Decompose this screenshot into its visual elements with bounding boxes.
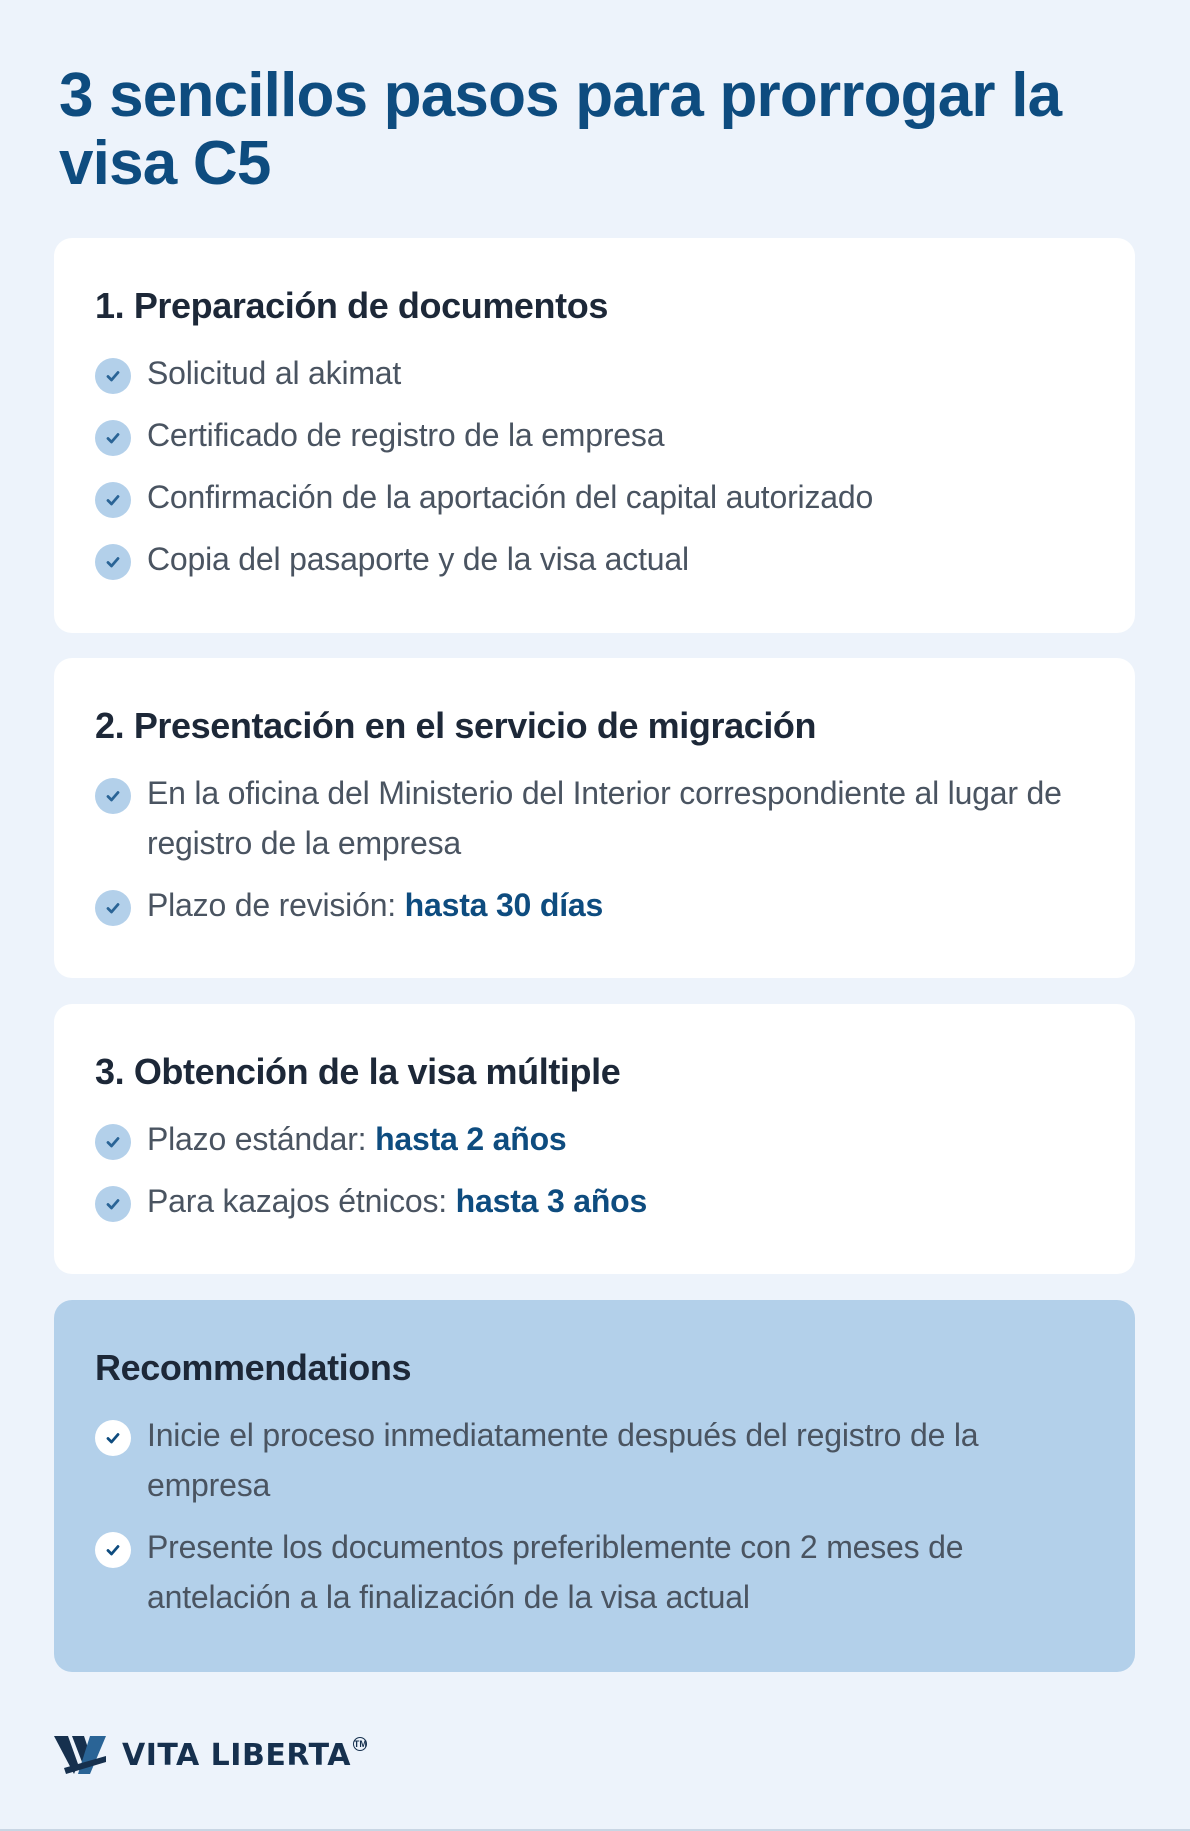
list-item	[95, 1522, 1095, 1622]
list-item	[95, 1176, 1095, 1226]
list-item-text: Copia del pasaporte y de la visa actual	[147, 541, 689, 577]
check-circle-icon	[95, 1186, 131, 1222]
list-item-text: Presente los documentos preferiblemente con 2 meses de antelación a la finalización de la visa actual	[147, 1529, 964, 1615]
checklist	[95, 768, 1095, 930]
check-circle-icon	[95, 482, 131, 518]
list-item-text: En la oficina del Ministerio del Interior correspondiente al lugar de registro de la empresa	[147, 775, 1062, 861]
list-item	[95, 880, 1095, 930]
vita-liberta-logo-icon	[54, 1734, 110, 1776]
check-circle-icon	[95, 1420, 131, 1456]
check-circle-icon	[95, 358, 131, 394]
section-card-migration	[54, 658, 1135, 978]
list-item	[95, 1410, 1095, 1510]
check-circle-icon	[95, 1532, 131, 1568]
list-item	[95, 410, 1095, 460]
list-item-text: Confirmación de la aportación del capital autorizado	[147, 479, 874, 515]
check-circle-icon	[95, 1124, 131, 1160]
list-item	[95, 1114, 1095, 1164]
list-item-text: Solicitud al akimat	[147, 355, 402, 391]
check-circle-icon	[95, 544, 131, 580]
checklist	[95, 1114, 1095, 1226]
recommendations-list	[95, 1410, 1095, 1622]
list-item	[95, 348, 1095, 398]
check-circle-icon	[95, 890, 131, 926]
list-item	[95, 534, 1095, 584]
list-item-text: Certificado de registro de la empresa	[147, 417, 665, 453]
list-item-label: Para kazajos étnicos:	[147, 1183, 456, 1219]
list-item-highlight: hasta 3 años	[455, 1183, 648, 1219]
brand-logo	[54, 1733, 367, 1777]
section-heading: 3. Obtención de la visa múltiple	[95, 1051, 621, 1092]
list-item-highlight: hasta 2 años	[375, 1121, 567, 1157]
checklist	[95, 348, 1095, 584]
section-heading: 1. Preparación de documentos	[95, 285, 608, 326]
list-item-label: Plazo de revisión:	[147, 887, 405, 923]
section-card-visa	[54, 1004, 1135, 1274]
list-item	[95, 768, 1095, 868]
trademark-mark: TM	[353, 1739, 367, 1749]
list-item	[95, 472, 1095, 522]
list-item-text: Inicie el proceso inmediatamente después del registro de la empresa	[147, 1417, 979, 1503]
page-title: 3 sencillos pasos para prorrogar la visa C5	[59, 61, 1062, 198]
check-circle-icon	[95, 778, 131, 814]
section-heading: 2. Presentación en el servicio de migración	[95, 705, 817, 746]
recommendations-heading: Recommendations	[95, 1347, 412, 1388]
brand-name: VITA LIBERTA	[122, 1737, 351, 1773]
list-item-highlight: hasta 30 días	[404, 887, 604, 923]
section-card-documents	[54, 238, 1135, 633]
recommendations-card	[54, 1300, 1135, 1672]
check-circle-icon	[95, 420, 131, 456]
list-item-label: Plazo estándar:	[147, 1121, 376, 1157]
